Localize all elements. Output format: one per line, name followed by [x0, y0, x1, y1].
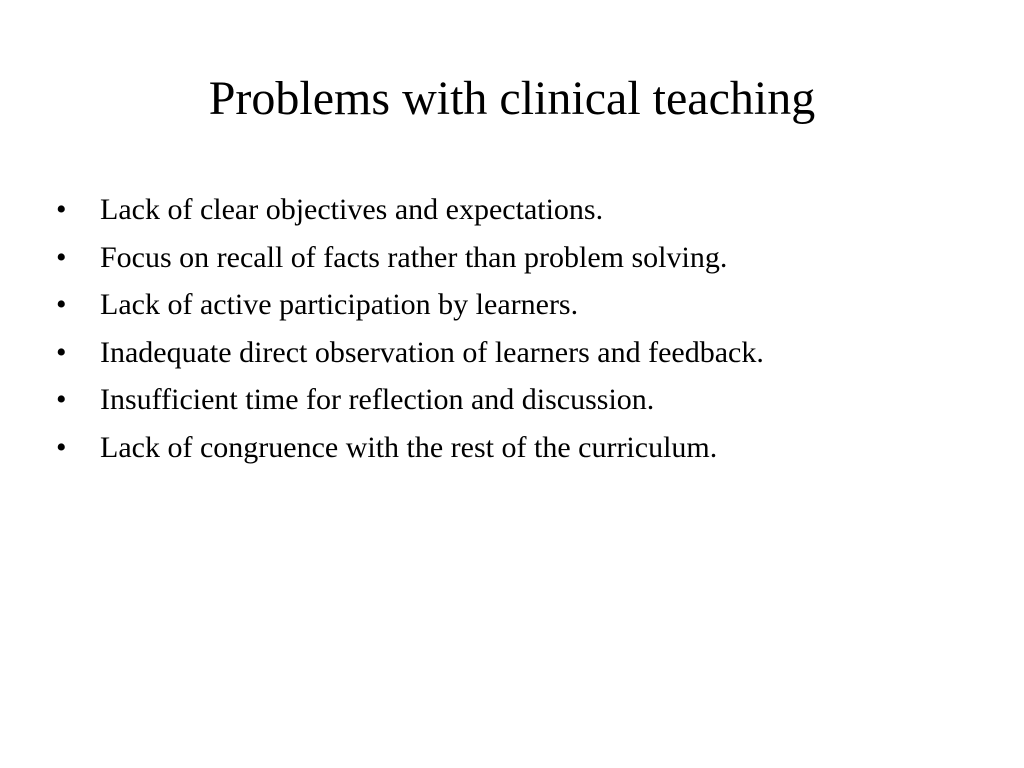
- bullet-dot-icon: •: [56, 430, 67, 464]
- bullet-item: [56, 234, 996, 282]
- bullet-text: Lack of congruence with the rest of the curriculum.: [100, 430, 718, 464]
- bullet-item: [56, 186, 996, 234]
- bullet-text: Lack of active participation by learners.: [100, 288, 579, 321]
- bullet-dot-icon: •: [56, 193, 67, 226]
- bullet-list: [56, 186, 996, 471]
- bullet-text: Insufficient time for reflection and discussion.: [100, 383, 655, 416]
- bullet-dot-icon: •: [56, 383, 67, 416]
- bullet-text: Focus on recall of facts rather than problem solving.: [100, 240, 728, 274]
- slide-title: Problems with clinical teaching: [208, 72, 816, 125]
- bullet-item: [56, 424, 996, 472]
- bullet-dot-icon: •: [56, 288, 67, 321]
- bullet-item: [56, 281, 996, 329]
- bullet-item: [56, 329, 996, 377]
- bullet-dot-icon: •: [56, 335, 67, 369]
- bullet-dot-icon: •: [56, 240, 67, 274]
- bullet-item: [56, 376, 996, 424]
- bullet-text: Lack of clear objectives and expectations.: [100, 193, 604, 226]
- bullet-text: Inadequate direct observation of learners and feedback.: [100, 335, 764, 369]
